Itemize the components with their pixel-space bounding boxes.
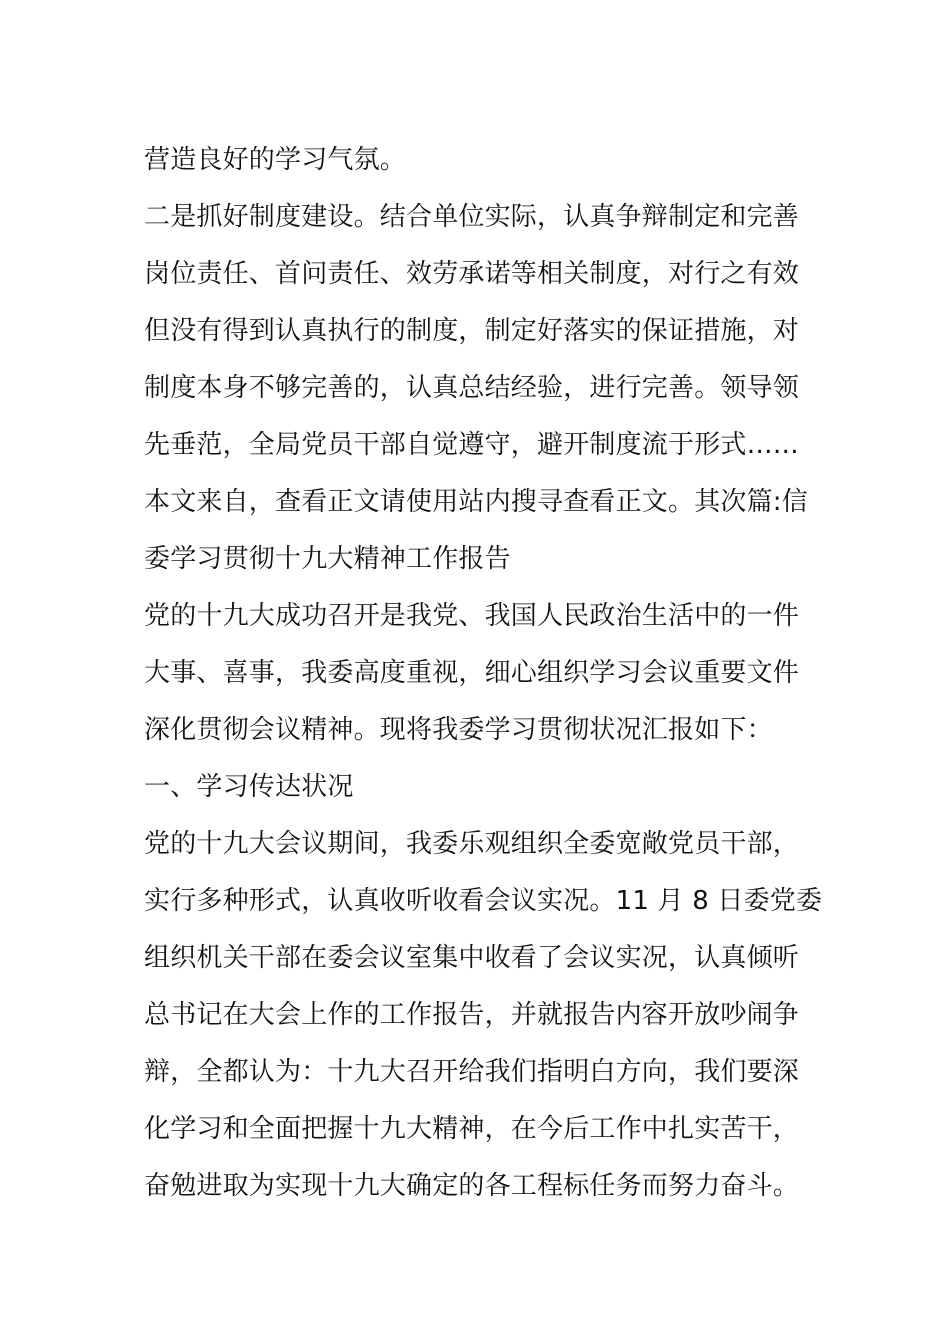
text-line: 本文来自，查看正文请使用站内搜寻查看正文。其次篇:信 [144, 487, 808, 517]
text-line: 深化贯彻会议精神。现将我委学习贯彻状况汇报如下： [144, 715, 773, 745]
text-line: 化学习和全面把握十九大精神，在今后工作中扎实苦干， [144, 1114, 800, 1144]
text-line: 总书记在大会上作的工作报告，并就报告内容开放吵闹争 [144, 1000, 800, 1030]
text-line: 先垂范，全局党员干部自觉遵守，避开制度流于形式…… [144, 430, 800, 460]
section-title-line: 委学习贯彻十九大精神工作报告 [144, 544, 511, 574]
text-line: 党的十九大会议期间，我委乐观组织全委宽敞党员干部， [144, 829, 800, 859]
section-heading: 一、学习传达状况 [144, 772, 354, 802]
text-line: 党的十九大成功召开是我党、我国人民政治生活中的一件 [144, 601, 800, 631]
text-line: 制度本身不够完善的，认真总结经验，进行完善。领导领 [144, 373, 800, 403]
text-line: 营造良好的学习气氛。 [144, 145, 407, 175]
text-line: 大事、喜事，我委高度重视，细心组织学习会议重要文件 [144, 658, 800, 688]
text-line: 奋勉进取为实现十九大确定的各工程标任务而努力奋斗。 [144, 1171, 800, 1201]
text-line: 辩，全都认为：十九大召开给我们指明白方向，我们要深 [144, 1057, 800, 1087]
text-line: 岗位责任、首问责任、效劳承诺等相关制度，对行之有效 [144, 259, 800, 289]
text-line: 二是抓好制度建设。结合单位实际，认真争辩制定和完善 [144, 202, 800, 232]
document-body [144, 132, 824, 1215]
text-line: 组织机关干部在委会议室集中收看了会议实况，认真倾听 [144, 943, 800, 973]
text-line: 实行多种形式，认真收听收看会议实况。11 月 8 日委党委 [144, 886, 823, 916]
text-line: 但没有得到认真执行的制度，制定好落实的保证措施，对 [144, 316, 800, 346]
